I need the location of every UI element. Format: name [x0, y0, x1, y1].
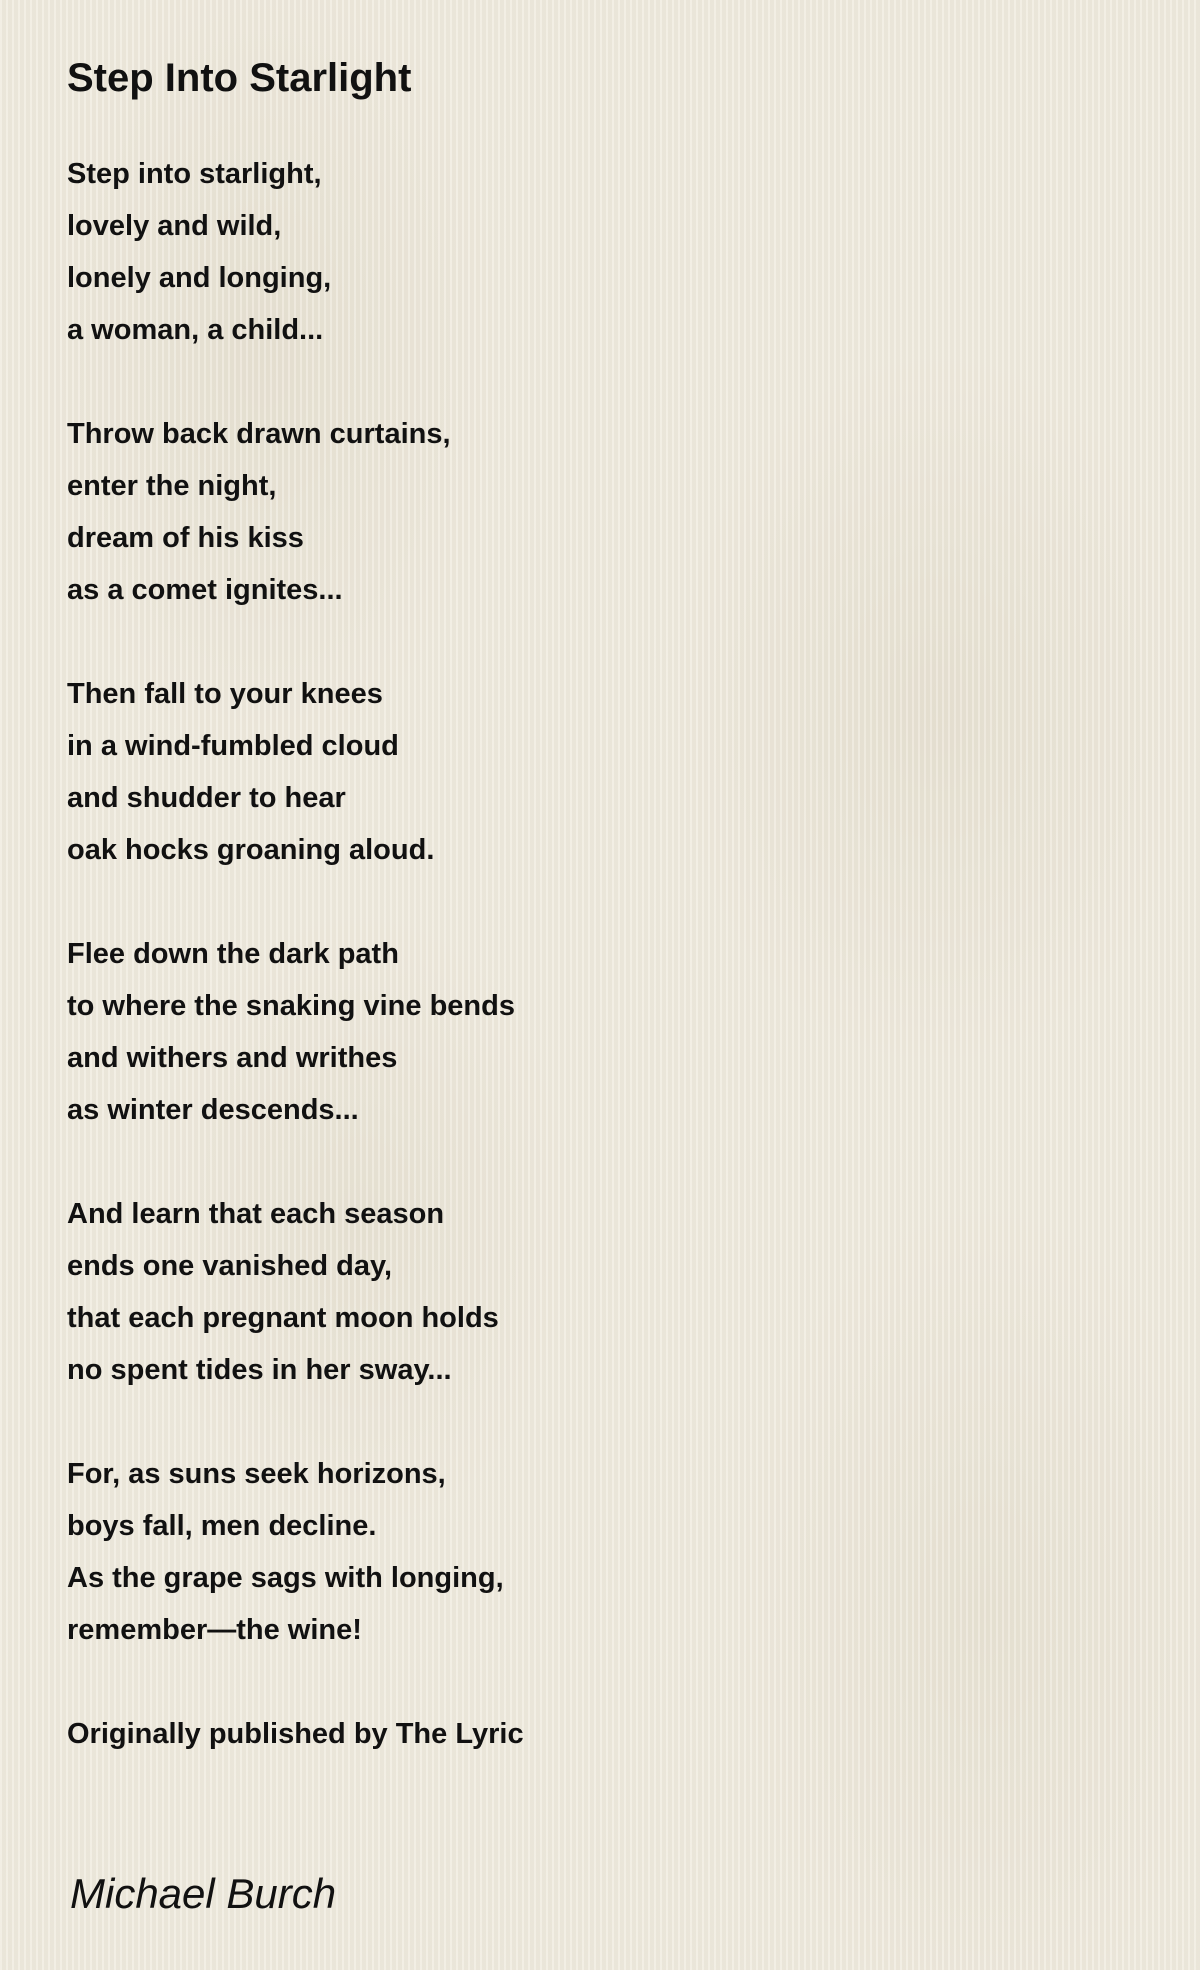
poem-line: lovely and wild,	[67, 210, 282, 242]
poem-line: as winter descends...	[67, 1094, 359, 1126]
stanza	[67, 1188, 967, 1396]
poem-line: that each pregnant moon holds	[67, 1302, 499, 1334]
poem-line: boys fall, men decline.	[67, 1510, 377, 1542]
poem-line: enter the night,	[67, 470, 277, 502]
author-name: Michael Burch	[70, 1870, 337, 1917]
poem-line: Flee down the dark path	[67, 938, 399, 970]
poem-line: Throw back drawn curtains,	[67, 418, 451, 450]
poem-line: And learn that each season	[67, 1198, 445, 1230]
poem-body	[67, 148, 967, 1760]
poem-line: and shudder to hear	[67, 782, 346, 814]
stanza	[67, 408, 967, 616]
poem-line: as a comet ignites...	[67, 574, 343, 606]
poem-line: dream of his kiss	[67, 522, 304, 554]
poem-line: remember—the wine!	[67, 1614, 362, 1646]
poem-line: in a wind-fumbled cloud	[67, 730, 399, 762]
poem-line: to where the snaking vine bends	[67, 990, 515, 1022]
poem-line: and withers and writhes	[67, 1042, 398, 1074]
stanza	[67, 1448, 967, 1656]
poem-line: a woman, a child...	[67, 314, 324, 346]
stanza	[67, 148, 967, 356]
poem-line: lonely and longing,	[67, 262, 332, 294]
stanza	[67, 928, 967, 1136]
poem-line: For, as suns seek horizons,	[67, 1458, 446, 1490]
poem-line: Then fall to your knees	[67, 678, 383, 710]
stanza	[67, 668, 967, 876]
poem-line: Step into starlight,	[67, 158, 322, 190]
poem-line: As the grape sags with longing,	[67, 1562, 504, 1594]
poem-title: Step Into Starlight	[67, 56, 412, 100]
publication-note: Originally published by The Lyric	[67, 1718, 524, 1750]
poem-line: oak hocks groaning aloud.	[67, 834, 435, 866]
poem-line: no spent tides in her sway...	[67, 1354, 452, 1386]
poem-line: ends one vanished day,	[67, 1250, 393, 1282]
